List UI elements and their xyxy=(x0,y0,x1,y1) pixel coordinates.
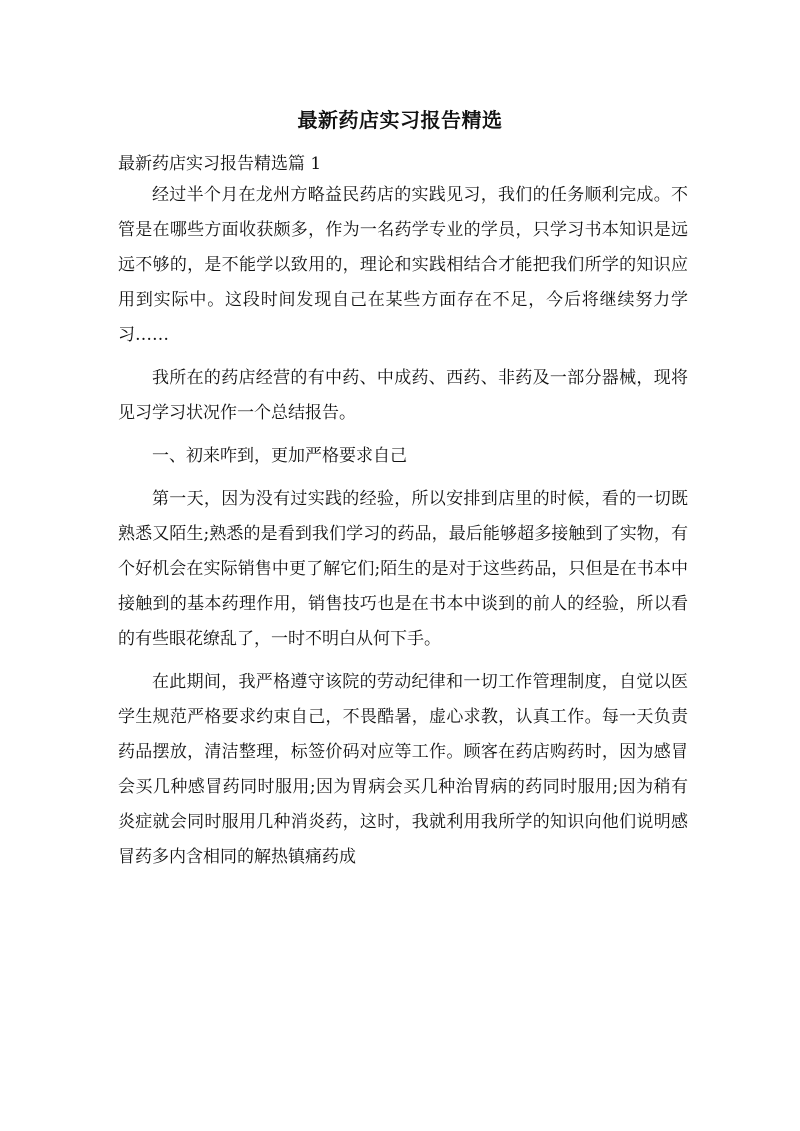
paragraph: 经过半个月在龙州方略益民药店的实践见习，我们的任务顺利完成。不管是在哪些方面收获颇多，作为一名药学专业的学员，只学习书本知识是远远不够的，是不能学以致用的，理论和实践相结合才能把我们所学的知识应用到实际中。这段时间发现自己在某些方面存在不足，今后将继续努力学习…… xyxy=(118,185,688,345)
paragraph: 第一天，因为没有过实践的经验，所以安排到店里的时候，看的一切既熟悉又陌生;熟悉的是看到我们学习的药品，最后能够超多接触到了实物，有个好机会在实际销售中更了解它们;陌生的是对于这些药品，只但是在书本中接触到的基本药理作用，销售技巧也是在书本中谈到的前人的经验，所以看的有些眼花缭乱了，一时不明白从何下手。 xyxy=(118,489,688,649)
document-subtitle: 最新药店实习报告精选篇 1 xyxy=(118,154,322,174)
paragraph: 在此期间，我严格遵守该院的劳动纪律和一切工作管理制度，自觉以医学生规范严格要求约束自己，不畏酷暑，虚心求教，认真工作。每一天负责药品摆放，清洁整理，标签价码对应等工作。顾客在药店购药时，因为感冒会买几种感冒药同时服用;因为胃病会买几种治胃病的药同时服用;因为稍有炎症就会同时服用几种消炎药，这时，我就利用我所学的知识向他们说明感冒药多内含相同的解热镇痛药成 xyxy=(118,672,688,867)
section-heading: 一、初来咋到，更加严格要求自己 xyxy=(152,446,407,466)
document-title: 最新药店实习报告精选 xyxy=(297,108,503,132)
paragraph: 我所在的药店经营的有中药、中成药、西药、非药及一部分器械，现将见习学习状况作一个总结报告。 xyxy=(118,368,688,423)
document-body xyxy=(118,178,688,875)
